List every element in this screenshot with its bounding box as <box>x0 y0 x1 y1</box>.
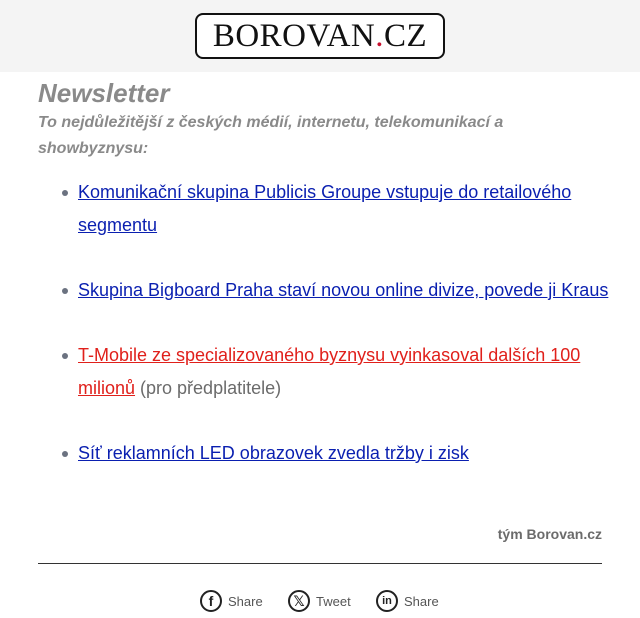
linkedin-share-label: Share <box>404 593 439 609</box>
logo-dot: . <box>375 17 384 54</box>
facebook-share-label: Share <box>228 593 263 609</box>
twitter-share-label: Tweet <box>316 593 351 609</box>
facebook-icon: f <box>200 590 222 612</box>
article-list <box>38 176 638 502</box>
linkedin-share-button[interactable] <box>376 588 439 614</box>
article-link-paid[interactable]: T-Mobile ze specializovaného byznysu vyinkasoval dalších 100 milionů <box>78 345 581 398</box>
article-link[interactable]: Síť reklamních LED obrazovek zvedla tržby i zisk <box>78 443 469 463</box>
social-share-bar <box>0 588 640 618</box>
twitter-share-button[interactable] <box>288 588 351 614</box>
divider <box>38 563 602 564</box>
subscriber-note: (pro předplatitele) <box>135 378 282 398</box>
signature: tým Borovan.cz <box>497 526 602 542</box>
logo-tld: CZ <box>384 17 428 54</box>
x-icon: 𝕏 <box>288 590 310 612</box>
list-item <box>78 339 638 405</box>
facebook-share-button[interactable] <box>200 588 263 614</box>
newsletter-subtitle: To nejdůležitější z českých médií, internetu, telekomunikací a showbyznysu: <box>38 114 504 157</box>
list-item <box>78 274 638 307</box>
article-link[interactable]: Komunikační skupina Publicis Groupe vstupuje do retailového segmentu <box>78 182 572 235</box>
list-item <box>78 176 638 242</box>
header <box>0 0 640 72</box>
linkedin-icon: in <box>376 590 398 612</box>
logo[interactable] <box>195 13 445 59</box>
article-link[interactable]: Skupina Bigboard Praha staví novou online divize, povede ji Kraus <box>78 280 609 300</box>
list-item <box>78 437 638 470</box>
logo-text: BOROVAN <box>212 17 376 54</box>
newsletter-title: Newsletter <box>38 78 170 108</box>
